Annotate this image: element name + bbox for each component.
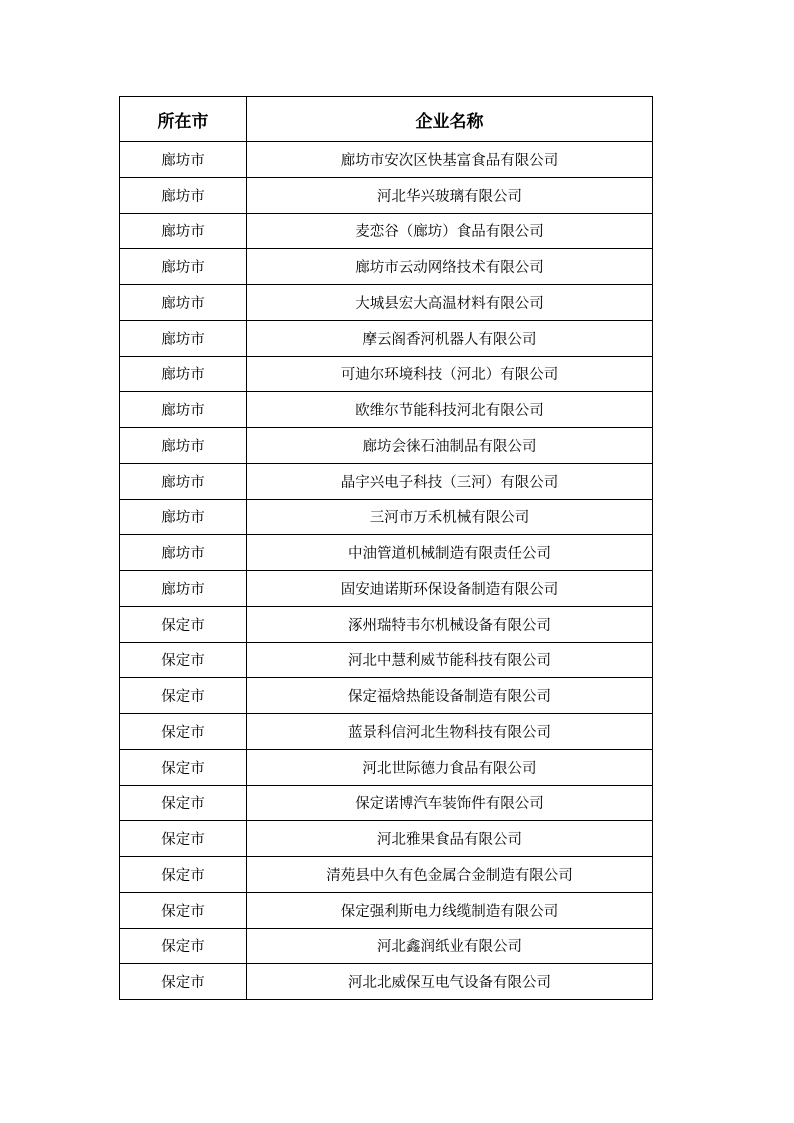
table-row <box>120 499 653 535</box>
table-row <box>120 285 653 321</box>
cell-city: 保定市 <box>120 964 247 1000</box>
cell-city: 廊坊市 <box>120 535 247 571</box>
table-row <box>120 320 653 356</box>
cell-city: 廊坊市 <box>120 571 247 607</box>
table-row <box>120 535 653 571</box>
header-city: 所在市 <box>120 97 247 142</box>
cell-company: 蓝景科信河北生物科技有限公司 <box>247 714 653 750</box>
table-row <box>120 571 653 607</box>
cell-city: 廊坊市 <box>120 142 247 178</box>
cell-city: 保定市 <box>120 892 247 928</box>
cell-city: 保定市 <box>120 714 247 750</box>
table-row <box>120 892 653 928</box>
cell-company: 晶宇兴电子科技（三河）有限公司 <box>247 463 653 499</box>
cell-company: 欧维尔节能科技河北有限公司 <box>247 392 653 428</box>
cell-company: 涿州瑞特韦尔机械设备有限公司 <box>247 606 653 642</box>
table-body <box>120 142 653 1000</box>
cell-city: 廊坊市 <box>120 428 247 464</box>
cell-city: 保定市 <box>120 678 247 714</box>
cell-city: 保定市 <box>120 749 247 785</box>
cell-company: 河北北威保互电气设备有限公司 <box>247 964 653 1000</box>
cell-company: 中油管道机械制造有限责任公司 <box>247 535 653 571</box>
cell-city: 保定市 <box>120 857 247 893</box>
table-row <box>120 249 653 285</box>
table-header-row <box>120 97 653 142</box>
cell-company: 廊坊会徕石油制品有限公司 <box>247 428 653 464</box>
table-row <box>120 749 653 785</box>
enterprise-table <box>119 96 653 1000</box>
cell-company: 大城县宏大高温材料有限公司 <box>247 285 653 321</box>
cell-city: 保定市 <box>120 785 247 821</box>
cell-city: 廊坊市 <box>120 249 247 285</box>
cell-city: 廊坊市 <box>120 177 247 213</box>
cell-city: 廊坊市 <box>120 356 247 392</box>
table-row <box>120 606 653 642</box>
table-row <box>120 142 653 178</box>
cell-city: 廊坊市 <box>120 392 247 428</box>
cell-city: 保定市 <box>120 642 247 678</box>
cell-company: 保定强利斯电力线缆制造有限公司 <box>247 892 653 928</box>
cell-company: 河北华兴玻璃有限公司 <box>247 177 653 213</box>
table-row <box>120 463 653 499</box>
cell-company: 可迪尔环境科技（河北）有限公司 <box>247 356 653 392</box>
table-row <box>120 714 653 750</box>
cell-city: 保定市 <box>120 606 247 642</box>
table-row <box>120 642 653 678</box>
cell-city: 廊坊市 <box>120 463 247 499</box>
table-row <box>120 928 653 964</box>
cell-company: 麦恋谷（廊坊）食品有限公司 <box>247 213 653 249</box>
cell-city: 廊坊市 <box>120 285 247 321</box>
cell-company: 河北中慧利威节能科技有限公司 <box>247 642 653 678</box>
cell-company: 河北雅果食品有限公司 <box>247 821 653 857</box>
cell-company: 清苑县中久有色金属合金制造有限公司 <box>247 857 653 893</box>
cell-company: 三河市万禾机械有限公司 <box>247 499 653 535</box>
cell-city: 廊坊市 <box>120 213 247 249</box>
table-row <box>120 785 653 821</box>
cell-city: 保定市 <box>120 821 247 857</box>
cell-company: 河北鑫润纸业有限公司 <box>247 928 653 964</box>
cell-company: 廊坊市安次区快基富食品有限公司 <box>247 142 653 178</box>
cell-company: 河北世际德力食品有限公司 <box>247 749 653 785</box>
cell-company: 保定诺博汽车装饰件有限公司 <box>247 785 653 821</box>
header-company: 企业名称 <box>247 97 653 142</box>
table-row <box>120 392 653 428</box>
table-row <box>120 213 653 249</box>
cell-city: 廊坊市 <box>120 320 247 356</box>
cell-company: 保定福焓热能设备制造有限公司 <box>247 678 653 714</box>
table-row <box>120 964 653 1000</box>
table-row <box>120 857 653 893</box>
cell-company: 固安迪诺斯环保设备制造有限公司 <box>247 571 653 607</box>
cell-city: 廊坊市 <box>120 499 247 535</box>
table-row <box>120 356 653 392</box>
document-page <box>119 96 652 1000</box>
cell-company: 摩云阁香河机器人有限公司 <box>247 320 653 356</box>
cell-city: 保定市 <box>120 928 247 964</box>
table-row <box>120 821 653 857</box>
cell-company: 廊坊市云动网络技术有限公司 <box>247 249 653 285</box>
table-row <box>120 428 653 464</box>
table-row <box>120 678 653 714</box>
table-row <box>120 177 653 213</box>
